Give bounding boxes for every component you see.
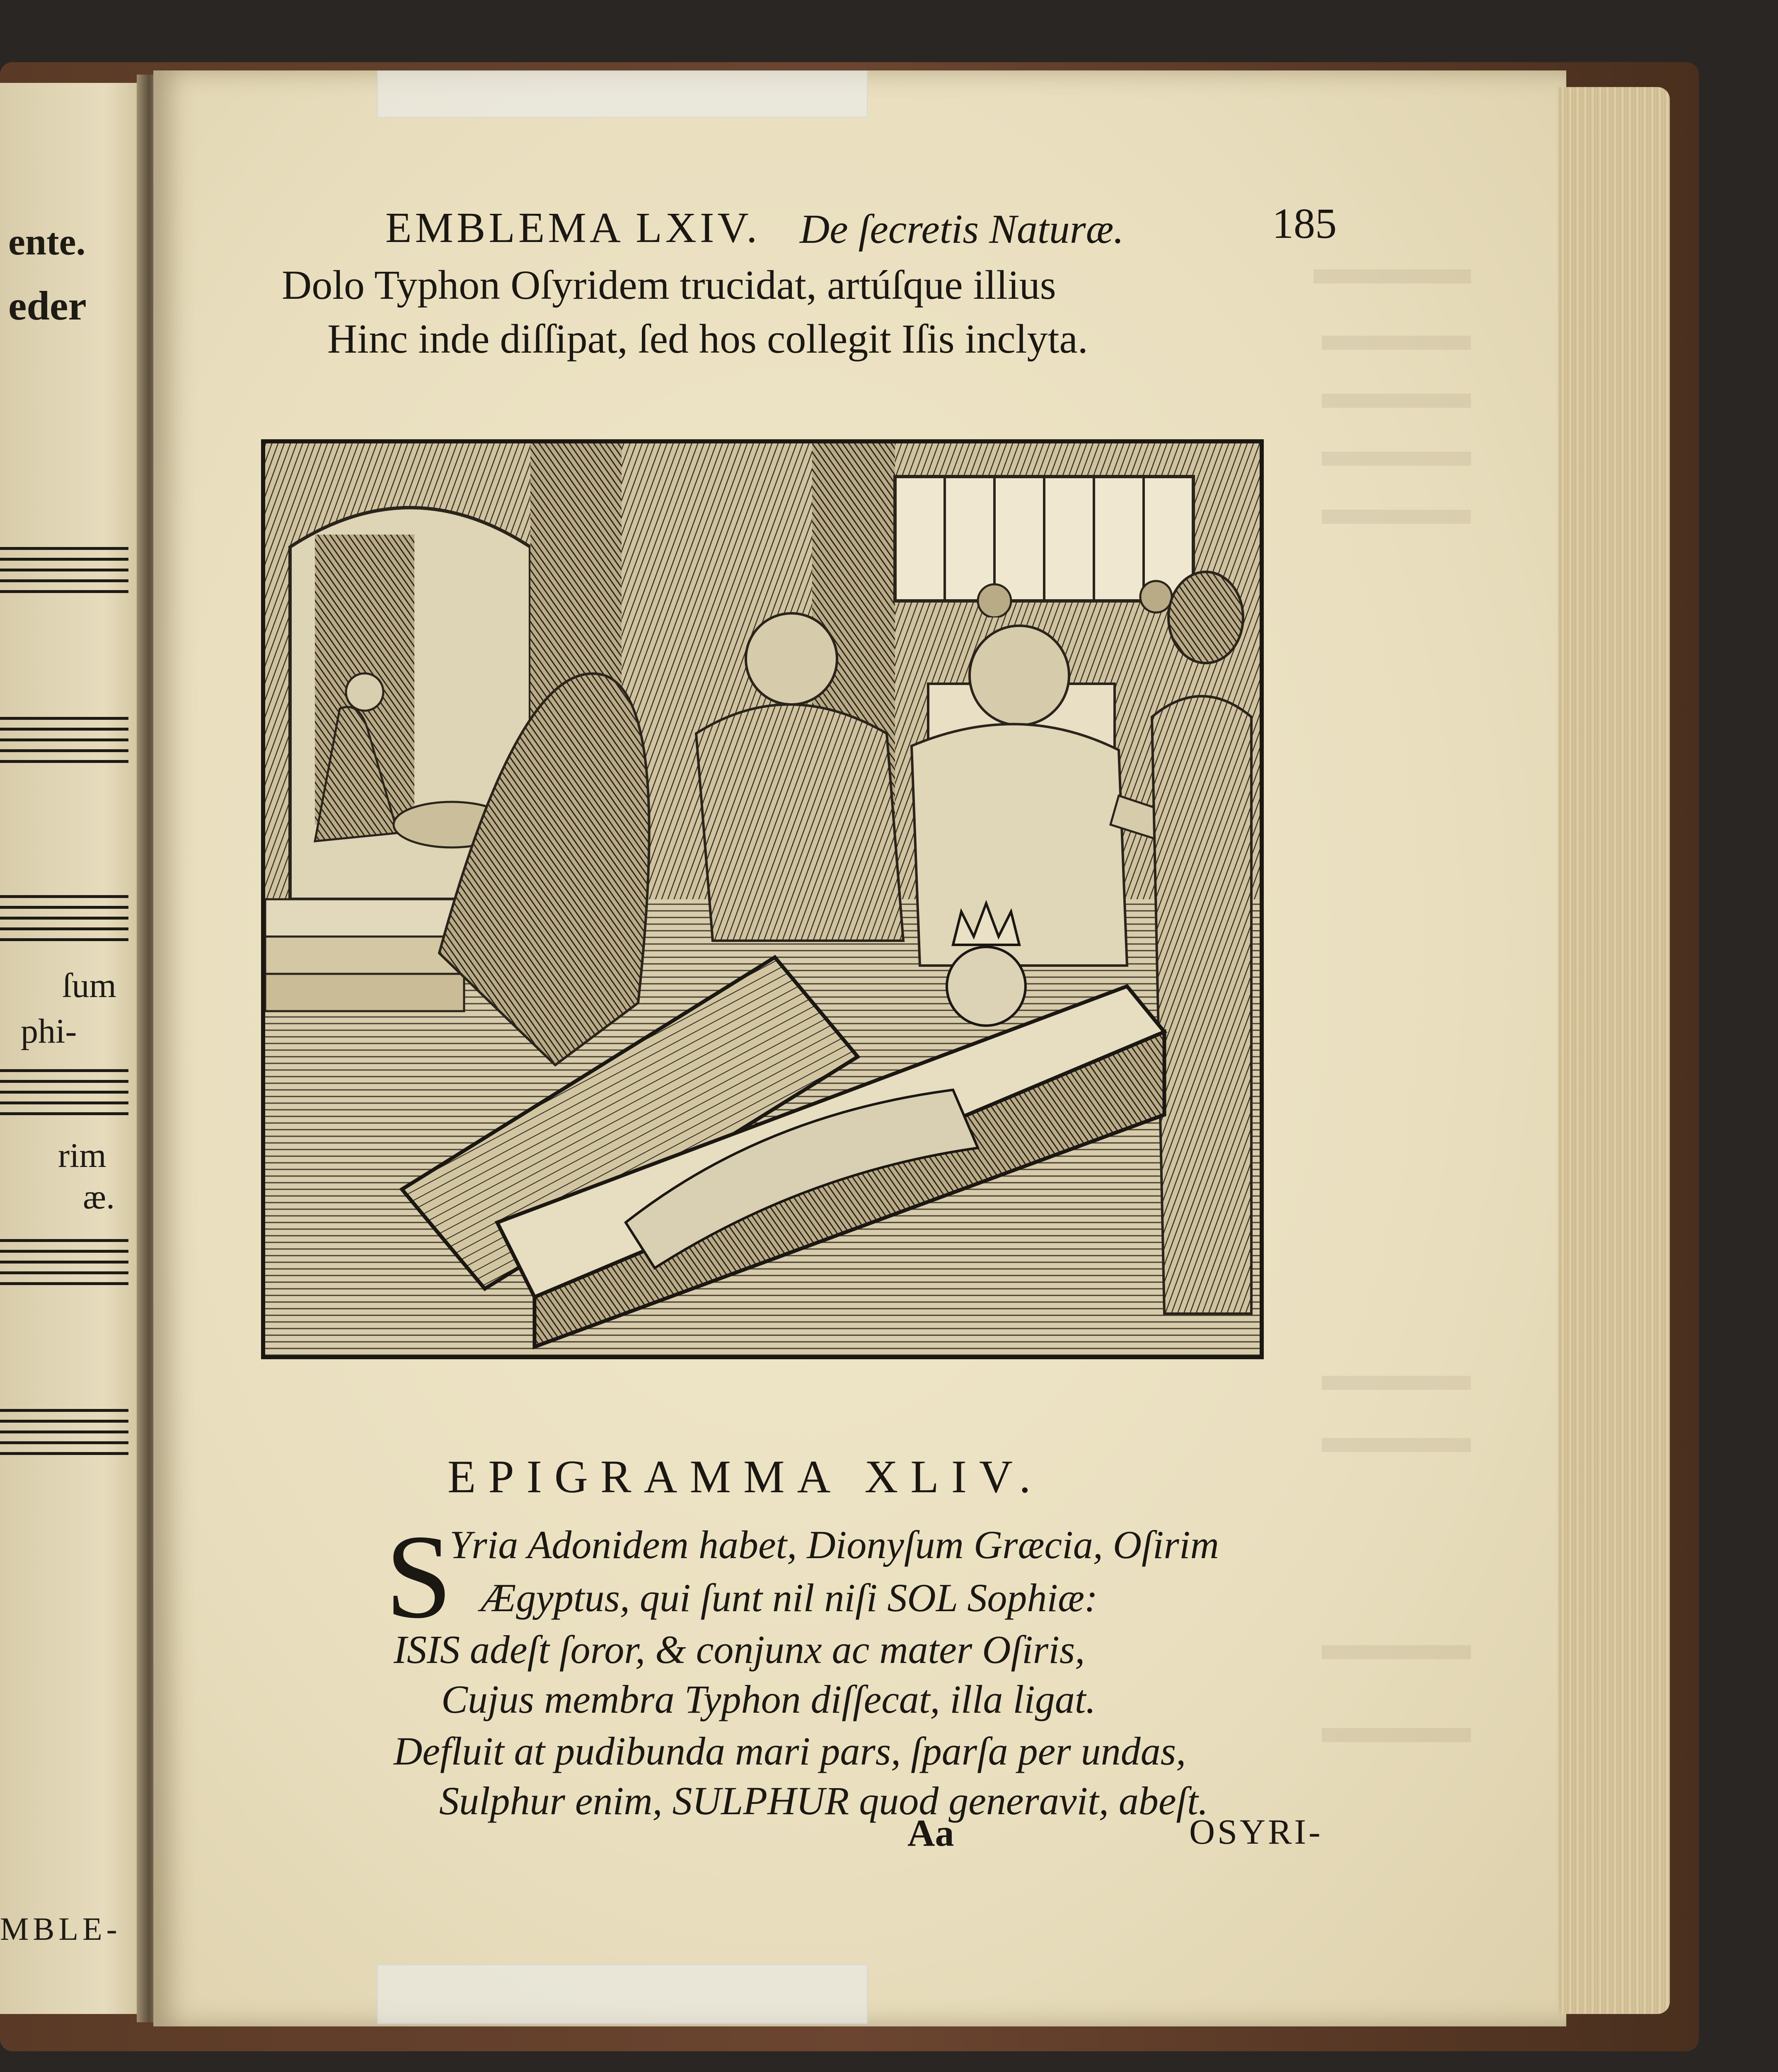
left-fragment: æ. — [83, 1178, 115, 1216]
left-page — [0, 83, 149, 2014]
left-fragment: ente. — [8, 220, 86, 263]
left-fragment: phi- — [21, 1012, 77, 1051]
verse-line: Ægyptus, qui ſunt nil niſi SOL Sophiæ: — [481, 1576, 1098, 1620]
running-head-subtitle: De ſecretis Naturæ. — [800, 206, 1124, 252]
music-staff — [0, 1069, 128, 1119]
left-fragment: MBLE- — [0, 1911, 121, 1947]
verse-line: Yria Adonidem habet, Dionyſum Græcia, Oſirim — [450, 1523, 1219, 1567]
motto-line: Hinc inde diſſipat, ſed hos collegit Iſis inclyta. — [327, 316, 1088, 362]
verse-line: ISIS adeſt ſoror, & conjunx ac mater Oſiris, — [394, 1627, 1085, 1672]
motto-line: Dolo Typhon Oſyridem trucidat, artúſque illius — [282, 262, 1056, 308]
music-staff — [0, 895, 128, 945]
signature-mark: Aa — [907, 1812, 954, 1854]
page-number: 185 — [1272, 200, 1337, 247]
protective-strip-top — [377, 70, 868, 118]
music-staff — [0, 1409, 128, 1459]
left-fragment: ſum — [62, 966, 116, 1005]
left-fragment: eder — [8, 283, 87, 329]
left-fragment: rim — [58, 1136, 106, 1175]
catchword: OSYRI- — [1189, 1812, 1323, 1852]
page-edges — [1558, 87, 1670, 2014]
verse-line: Defluit at pudibunda mari pars, ſparſa per undas, — [394, 1729, 1186, 1773]
verse-line: Sulphur enim, SULPHUR quod generavit, abeſt. — [439, 1779, 1208, 1823]
drop-cap: S — [385, 1510, 452, 1643]
music-staff — [0, 1239, 128, 1289]
protective-strip-bottom — [377, 1964, 868, 2024]
epigram-title: EPIGRAMMA XLIV. — [448, 1451, 1043, 1503]
music-staff — [0, 547, 128, 597]
engraving-illustration — [261, 439, 1264, 1359]
music-staff — [0, 717, 128, 767]
verse-line: Cujus membra Typhon diſſecat, illa ligat. — [441, 1677, 1096, 1721]
running-head: EMBLEMA LXIV. — [385, 204, 761, 252]
